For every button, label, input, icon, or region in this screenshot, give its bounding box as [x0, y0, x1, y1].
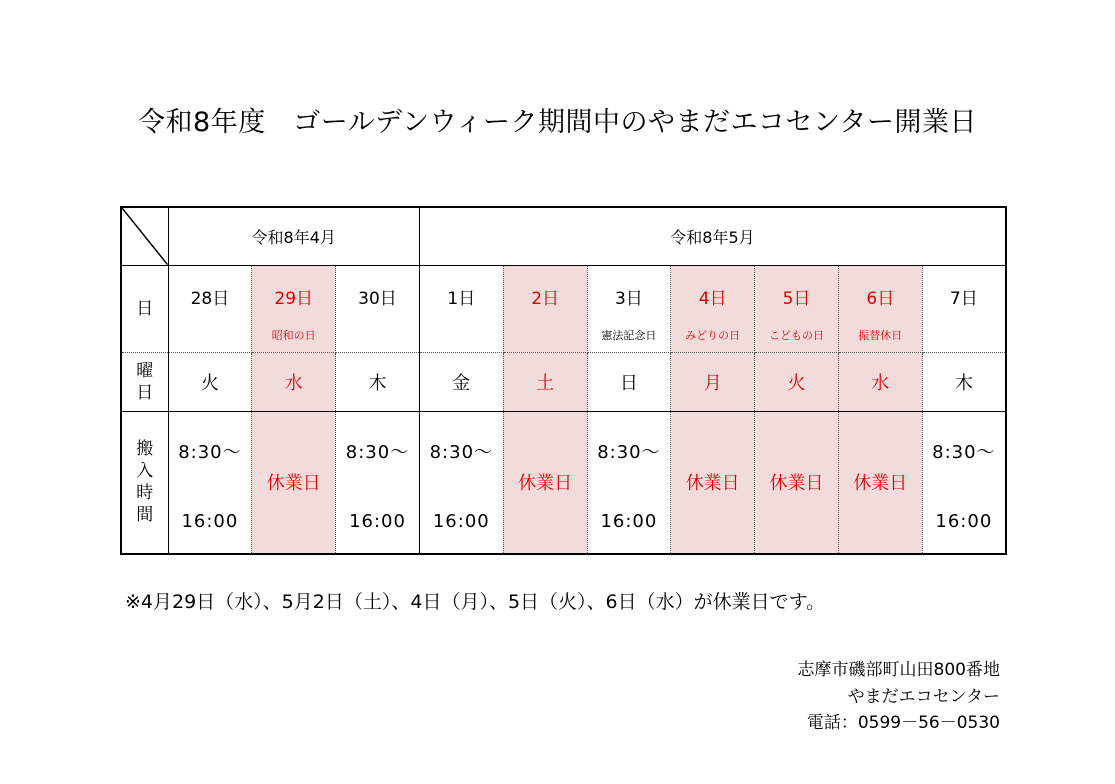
date-label: 1日: [447, 288, 476, 309]
row-label-day: 日: [121, 265, 168, 352]
closed-label: 休業日: [769, 473, 824, 495]
day-cell: [503, 265, 587, 352]
hours-cell: [587, 411, 671, 554]
hours-cell: [922, 411, 1006, 554]
holiday-name: こどもの日: [768, 328, 824, 342]
close-time: 16:00: [181, 510, 239, 532]
weekday-cell: 日: [587, 352, 671, 411]
hours-cell: [838, 411, 922, 554]
date-label: 3日: [614, 288, 643, 309]
holiday-name: 憲法記念日: [601, 328, 657, 342]
weekday-cell: 火: [168, 352, 252, 411]
day-cell: [336, 265, 420, 352]
date-label: 30日: [358, 288, 397, 309]
day-cell: [671, 265, 755, 352]
date-label: 29日: [274, 288, 314, 309]
weekday-cell: 水: [838, 352, 922, 411]
open-time: 8:30～: [178, 441, 242, 463]
date-label: 28日: [190, 288, 230, 309]
closed-days-note: ※4月29日（水）、5月2日（土）、4日（月）、5日（火）、6日（水）が休業日です。: [125, 591, 826, 613]
open-time: 8:30～: [932, 441, 996, 463]
day-cell: [755, 265, 839, 352]
day-row: [121, 265, 1006, 352]
weekday-cell: 土: [503, 352, 587, 411]
hours-row: [121, 411, 1006, 554]
open-time: 8:30～: [345, 441, 410, 463]
hours-cell: [671, 411, 755, 554]
corner-cell: [121, 207, 168, 265]
hours-cell: [755, 411, 839, 554]
open-time: 8:30～: [429, 441, 494, 463]
holiday-name: 振替休日: [858, 328, 903, 342]
day-cell: [419, 265, 503, 352]
hours-cell: [419, 411, 503, 554]
schedule-table: [120, 206, 1007, 555]
closed-label: 休業日: [853, 473, 908, 495]
weekday-cell: 火: [755, 352, 839, 411]
date-label: 7日: [949, 288, 978, 309]
open-time: 8:30～: [597, 441, 661, 463]
diagonal-line: [122, 208, 168, 265]
weekday-cell: 金: [419, 352, 503, 411]
date-label: 4日: [698, 288, 727, 309]
hours-cell: [168, 411, 252, 554]
day-cell: [922, 265, 1006, 352]
close-time: 16:00: [349, 510, 406, 532]
closed-label: 休業日: [685, 473, 740, 495]
holiday-name: みどりの日: [685, 328, 741, 342]
month-header-row: [121, 207, 1006, 265]
month-april-header: 令和8年4月: [168, 207, 419, 265]
date-label: 6日: [866, 288, 895, 309]
closed-label: 休業日: [518, 473, 573, 495]
holiday-name: 昭和の日: [271, 328, 316, 342]
day-cell: [838, 265, 922, 352]
close-time: 16:00: [935, 510, 993, 532]
weekday-cell: 木: [922, 352, 1006, 411]
day-cell: [587, 265, 671, 352]
hours-cell: [336, 411, 420, 554]
day-cell: [252, 265, 336, 352]
address-line: 志摩市磯部町山田800番地: [797, 660, 1000, 680]
close-time: 16:00: [600, 510, 658, 532]
phone-number: 電話：0599－56－0530: [806, 713, 1000, 733]
closed-label: 休業日: [266, 473, 321, 495]
day-cell: [168, 265, 252, 352]
date-label: 5日: [782, 288, 811, 309]
weekday-cell: 水: [252, 352, 336, 411]
close-time: 16:00: [432, 510, 490, 532]
weekday-row: [121, 352, 1006, 411]
page-title: 令和8年度 ゴールデンウィーク期間中のやまだエコセンター開業日: [138, 107, 977, 138]
date-label: 2日: [531, 288, 560, 309]
row-label-weekday: 曜 日: [121, 352, 168, 411]
hours-cell: [252, 411, 336, 554]
month-may-header: 令和8年5月: [419, 207, 1006, 265]
weekday-cell: 木: [336, 352, 420, 411]
row-label-hours: 搬 入 時 間: [121, 411, 168, 554]
weekday-cell: 月: [671, 352, 755, 411]
hours-cell: [503, 411, 587, 554]
facility-name: やまだエコセンター: [847, 687, 1000, 707]
